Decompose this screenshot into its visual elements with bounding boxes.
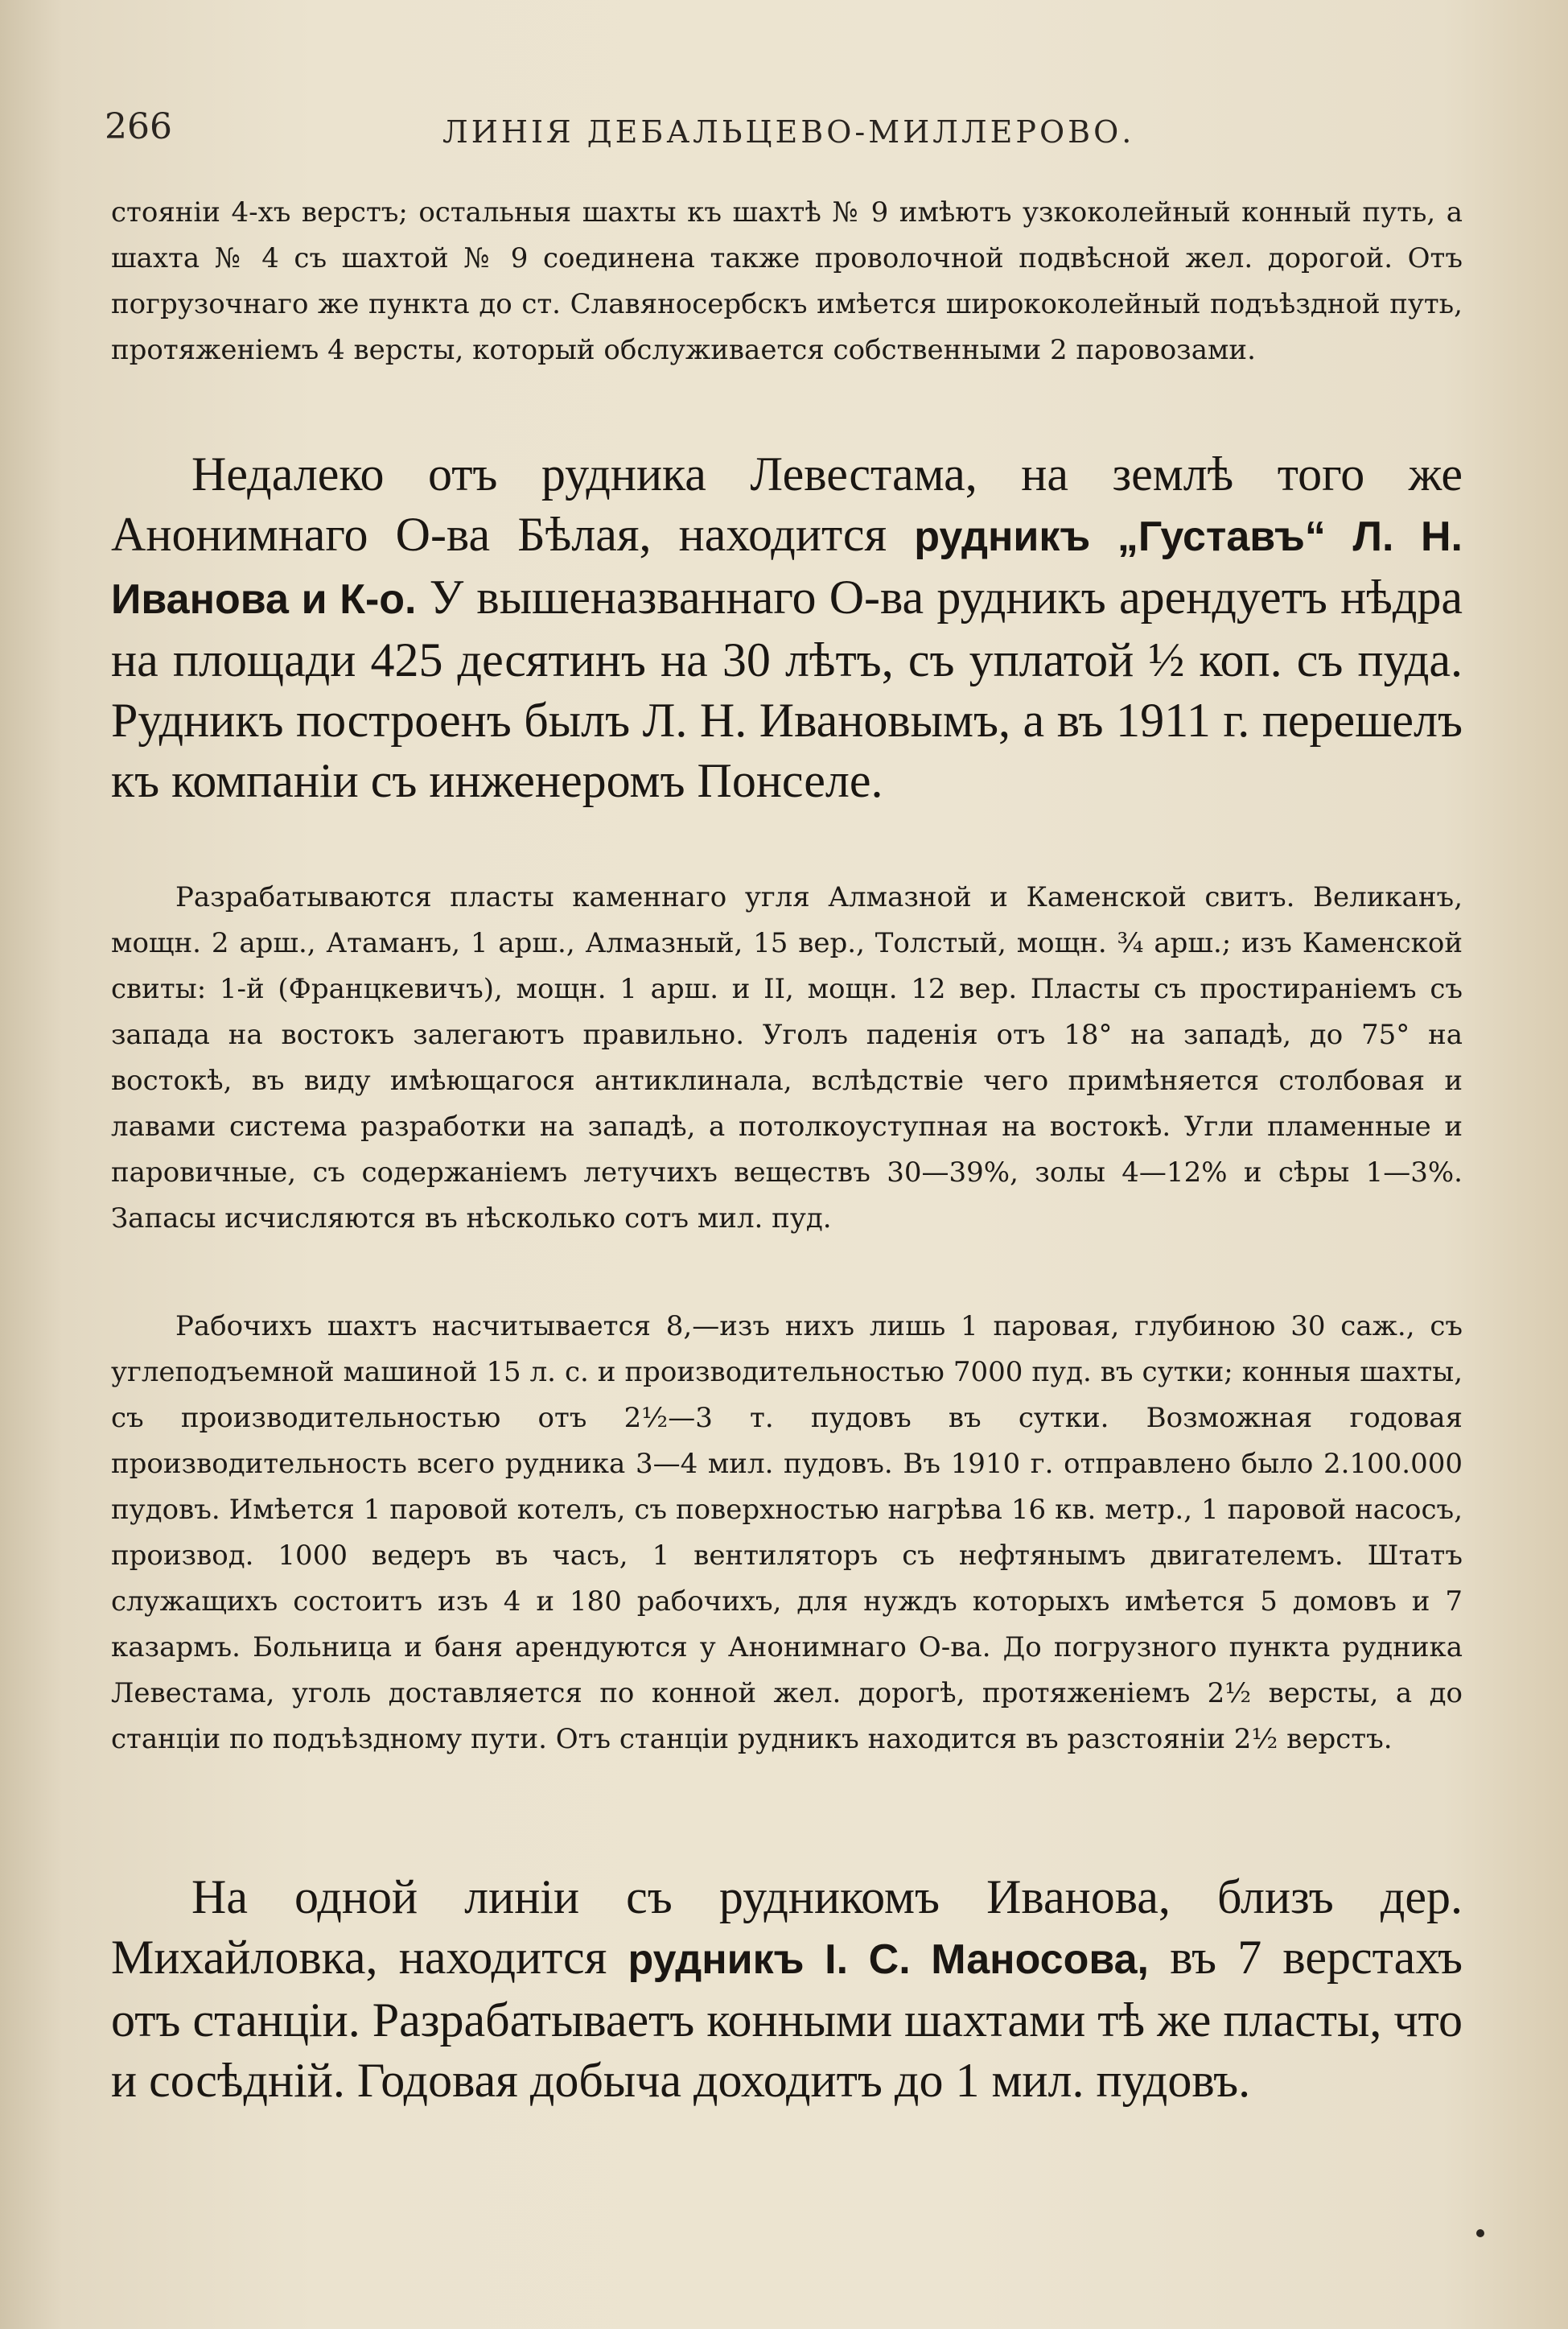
paragraph-text: въ 7 верстахъ отъ станціи. Разрабатываетъ конными шахтами тѣ же пласты, что и сосѣдній. Годовая добыча доходитъ до 1 мил. пудовъ. [111,1931,1463,2107]
page-header [105,97,1471,161]
paragraph-workings: Рабочихъ шахтъ насчитывается 8,—изъ нихъ лишь 1 паровая, глубиною 30 саж., съ углеподъемной машиной 15 л. с. и производительностью 7000 пуд. въ сутки; конныя шахты, съ производительностью отъ 2½—3 т. пудовъ въ сутки. Возможная годовая производительность всего рудника 3—4 мил. пудовъ. Въ 1910 г. отправлено было 2.100.000 пудовъ. Имѣется 1 паровой котелъ, съ поверхностью нагрѣва 16 кв. метр., 1 паровой насосъ, производ. 1000 ведеръ въ часъ, 1 вентиляторъ съ нефтянымъ двигателемъ. Штатъ служащихъ состоитъ изъ 4 и 180 рабочихъ, для нуждъ которыхъ имѣется 5 домовъ и 7 казармъ. Больница и баня арендуются у Анонимнаго О-ва. До погрузного пункта рудника Левестама, уголь доставляется по конной жел. дорогѣ, протяженіемъ 2½ версты, а до станціи по подъѣздному пути. Отъ станціи рудникъ находится въ разстояніи 2½ верстъ. [111,1310,1463,1755]
paragraph-text: Недалеко отъ рудника Левестама, на землѣ того же Анонимнаго О-ва Бѣлая, находится [111,447,1463,561]
paragraph-text: У вышеназваннаго О-ва рудникъ арендуетъ нѣдра на площади 425 десятинъ на 30 лѣтъ, съ уплатой ½ коп. съ пуда. Рудникъ построенъ былъ Л. Н. Ивановымъ, а въ 1911 г. перешелъ къ компаніи съ инженеромъ Понселе. [111,571,1463,807]
paragraph-gustav-mine [111,444,1463,811]
ink-spot [1476,2229,1484,2237]
paragraph-continuation: стояніи 4-хъ верстъ; остальныя шахты къ шахтѣ № 9 имѣютъ узкоколейный конный путь, а шахта № 4 съ шахтой № 9 соединена также проволочной подвѣсной жел. дорогой. Отъ погрузочнаго же пункта до ст. Славяносербскъ имѣется ширококолейный подъѣздной путь, протяженіемъ 4 версты, который обслуживается собственными 2 паровозами. [111,196,1463,366]
page-number: 266 [105,106,172,147]
mine-name: рудникъ „Густавъ“ Л. Н. Иванова и К-о. [111,513,1463,623]
paragraph-text: На одной линіи съ рудникомъ Иванова, близъ дер. Михайловка, находится [111,1870,1463,1984]
paragraph-coal-seams: Разрабатываются пласты каменнаго угля Алмазной и Каменской свитъ. Великанъ, мощн. 2 арш., Атаманъ, 1 арш., Алмазный, 15 вер., Толстый, мощн. ¾ арш.; изъ Каменской свиты: 1-й (Францкевичъ), мощн. 1 арш. и II, мощн. 12 вер. Пласты съ простираніемъ съ запада на востокъ залегаютъ правильно. Уголъ паденія отъ 18° на западѣ, до 75° на востокѣ, въ виду имѣющагося антиклинала, вслѣдствіе чего примѣняется столбовая и лавами система разработки на западѣ, а потолкоуступная на востокѣ. Угли пламенные и паровичные, съ содержаніемъ летучихъ веществъ 30—39%, золы 4—12% и сѣры 1—3%. Запасы исчисляются въ нѣсколько сотъ мил. пуд. [111,881,1463,1235]
paragraph-manosov-mine [111,1867,1463,2111]
mine-name: рудникъ І. С. Маносова, [628,1936,1149,1983]
running-title: ЛИНІЯ ДЕБАЛЬЦЕВО-МИЛЛЕРОВО. [442,114,1135,150]
